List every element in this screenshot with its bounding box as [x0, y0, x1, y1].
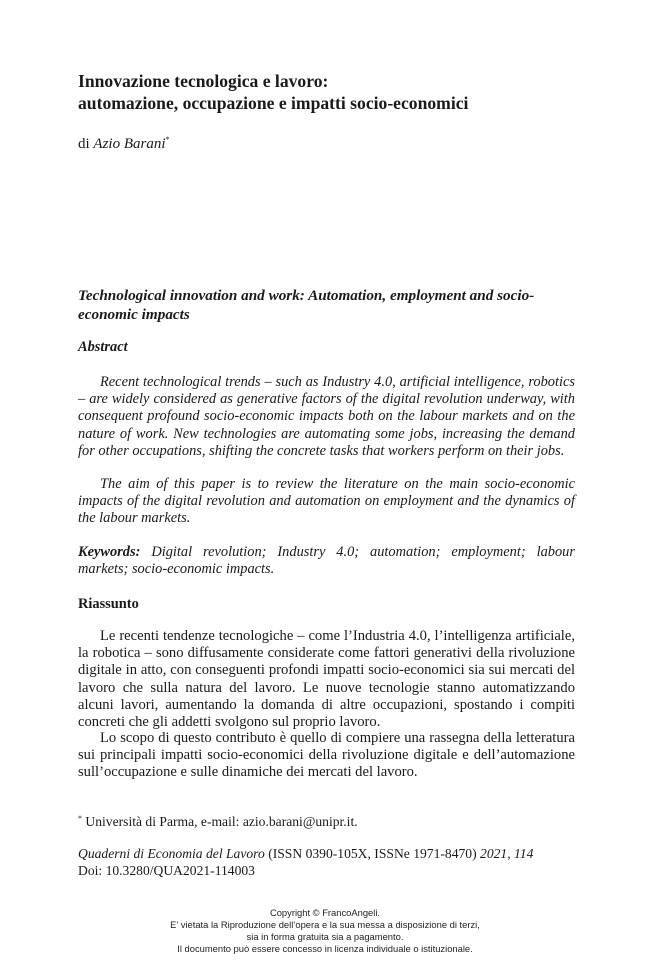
abstract-paragraph-2-text: The aim of this paper is to review the literature on the main socio-economic impacts of the digital revolution and automation on employment and the dynamics of the labour markets. [78, 476, 575, 527]
title-line-1: Innovazione tecnologica e lavoro: [78, 71, 329, 91]
riassunto-paragraph-1-text: Le recenti tendenze tecnologiche – come l’Industria 4.0, l’intelligenza artificiale, la robotica – sono diffusamente considerate come fattori generativi della rivoluzione digitale in atto, con conseguenti profondi impatti socio-economici sia sui mercati del lavoro che sulla natura del lavoro. Le nuove tecnologie stanno automatizzando alcuni lavori, aumentando la domanda di altre occupazioni, spostando i compiti concreti che gli addetti svolgono sul proprio lavoro. [78, 628, 575, 731]
copyright-notice [125, 907, 525, 955]
keywords-text: Digital revolution; Industry 4.0; automation; employment; labour markets; socio-economic impacts. [78, 544, 575, 578]
footnote-mark: * [78, 814, 82, 823]
citation [78, 845, 533, 879]
copyright-line-4: Il documento può essere concesso in licenza individuale o istituzionale. [177, 943, 473, 954]
author-name: Azio Barani [93, 136, 166, 152]
abstract-paragraph-1 [78, 374, 575, 460]
footnote [78, 814, 358, 830]
english-title: Technological innovation and work: Automation, employment and socio-economic impacts [78, 287, 535, 323]
journal-name: Quaderni di Economia del Lavoro [78, 846, 265, 861]
footnote-text: Università di Parma, e-mail: azio.barani@unipr.it. [85, 814, 358, 829]
copyright-line-1: Copyright © FrancoAngeli. [269, 907, 381, 918]
copyright-line-3: sia in forma gratuita sia a pagamento. [246, 931, 404, 942]
citation-line-1 [78, 845, 533, 862]
abstract-paragraph-2 [78, 476, 575, 528]
paper-title [78, 70, 598, 114]
author-line [78, 135, 170, 153]
riassunto-heading: Riassunto [78, 596, 139, 612]
riassunto-paragraph-2 [78, 730, 575, 782]
abstract-heading: Abstract [78, 339, 128, 355]
riassunto-paragraph-2-text: Lo scopo di questo contributo è quello di compiere una rassegna della letteratura sui principali impatti socio-economici della rivoluzione digitale e dell’automazione sull’occupazione e sulle dinamiche dei mercati del lavoro. [78, 730, 575, 781]
keywords-label: Keywords: [78, 544, 141, 560]
author-prefix: di [78, 136, 90, 152]
abstract-paragraph-1-text: Recent technological trends – such as Industry 4.0, artificial intelligence, robotics – are widely considered as generative factors of the digital revolution underway, with consequent profound socio-economic impacts both on the labour markets and on the nature of work. New technologies are automating some jobs, increasing the demand for other occupations, shifting the concrete tasks that workers perform on their jobs. [78, 374, 575, 459]
riassunto-paragraph-1 [78, 628, 575, 731]
keywords [78, 544, 575, 578]
copyright-line-2: E’ vietata la Riproduzione dell’opera e la sua messa a disposizione di terzi, [170, 919, 480, 930]
journal-year-issue: 2021, 114 [480, 846, 534, 861]
journal-issn: (ISSN 0390-105X, ISSNe 1971-8470) [268, 846, 477, 861]
doi: Doi: 10.3280/QUA2021-114003 [78, 863, 255, 878]
title-line-2: automazione, occupazione e impatti socio-economici [78, 93, 469, 113]
author-footnote-mark: * [165, 135, 170, 144]
